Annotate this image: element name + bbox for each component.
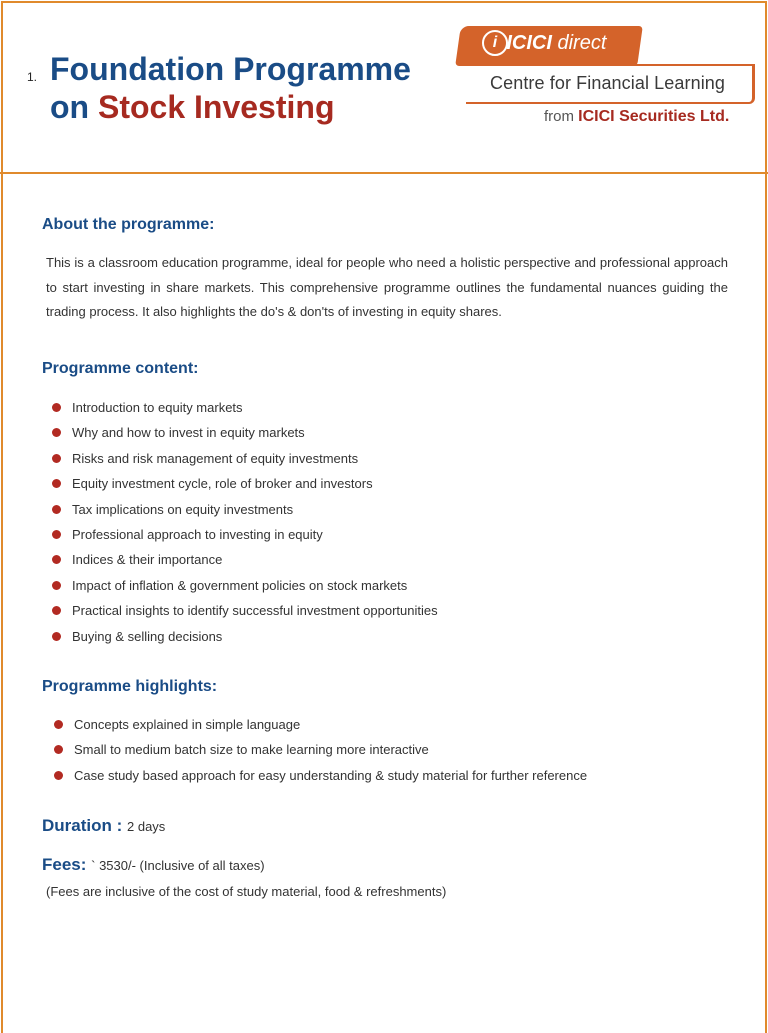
about-text: This is a classroom education programme, ideal for people who need a holistic perspective and professional approach to start investing in share markets. This comprehensive programme outlines the fundamental nuances guiding the trading process. It also highlights the do's & don'ts of investing in equity shares. [46, 255, 728, 319]
list-item [52, 399, 438, 424]
fees-value: ` 3530/- (Inclusive of all taxes) [91, 858, 265, 873]
duration-label: Duration : [42, 816, 127, 835]
page-title [50, 50, 411, 126]
list-item-text: Why and how to invest in equity markets [72, 425, 305, 441]
list-item [52, 501, 438, 526]
bullet-icon [52, 403, 61, 412]
list-item-text: Impact of inflation & government policies on stock markets [72, 577, 408, 593]
logo-tagline: Centre for Financial Learning [490, 73, 726, 93]
bullet-icon [52, 632, 61, 641]
content-heading: Programme content: [42, 360, 199, 377]
fees-label: Fees: [42, 855, 92, 874]
logo-band [466, 64, 755, 104]
bullet-icon [52, 454, 61, 463]
list-number: 1. [27, 70, 38, 84]
list-item [52, 424, 438, 449]
list-item-text: Introduction to equity markets [72, 400, 243, 415]
title-line1: Foundation Programme [50, 51, 411, 87]
list-item [52, 577, 438, 602]
list-item [54, 741, 587, 766]
bullet-icon [52, 581, 61, 590]
highlights-heading: Programme highlights: [42, 678, 218, 695]
bullet-icon [52, 555, 61, 564]
highlights-list [54, 716, 587, 792]
list-item [52, 628, 438, 653]
list-item [52, 526, 438, 551]
duration [42, 816, 165, 836]
bullet-icon [52, 505, 61, 514]
list-item [52, 602, 438, 627]
bullet-icon [54, 720, 63, 729]
list-item-text: Equity investment cycle, role of broker and investors [72, 476, 373, 492]
list-item-text: Professional approach to investing in equity [72, 526, 323, 542]
title-on: on [50, 89, 98, 125]
list-item-text: Case study based approach for easy understanding & study material for further reference [74, 767, 588, 783]
logo-brand-bold: ICICI [506, 32, 552, 54]
bullet-icon [52, 606, 61, 615]
logo-from [544, 108, 729, 126]
logo-company: ICICI Securities Ltd. [578, 108, 730, 125]
list-item-text: Concepts explained in simple language [74, 717, 301, 732]
header [0, 0, 768, 174]
bullet-icon [52, 428, 61, 437]
list-item [52, 450, 438, 475]
list-item-text: Indices & their importance [72, 552, 223, 568]
icici-logo [458, 22, 758, 142]
bullet-icon [52, 479, 61, 488]
logo-from-prefix: from [544, 108, 579, 125]
list-item-text: Buying & selling decisions [72, 628, 223, 644]
about-heading: About the programme: [42, 216, 215, 233]
list-item [54, 716, 587, 741]
fees [42, 855, 265, 875]
list-item [52, 475, 438, 500]
title-accent: Stock Investing [97, 89, 335, 125]
bullet-icon [52, 530, 61, 539]
list-item-text: Tax implications on equity investments [72, 501, 294, 517]
bullet-icon [54, 745, 63, 754]
logo-brand-light: direct [551, 32, 607, 54]
content-list [52, 399, 438, 653]
title-line2 [50, 88, 411, 126]
duration-value: 2 days [127, 819, 166, 834]
list-item [54, 767, 587, 792]
bullet-icon [54, 771, 63, 780]
list-item [52, 551, 438, 576]
list-item-text: Risks and risk management of equity investments [72, 450, 359, 466]
list-item-text: Practical insights to identify successful investment opportunities [72, 603, 438, 619]
logo-i-icon: i [482, 30, 508, 56]
list-item-text: Small to medium batch size to make learning more interactive [74, 742, 429, 758]
fees-note: (Fees are inclusive of the cost of study material, food & refreshments) [46, 884, 447, 899]
